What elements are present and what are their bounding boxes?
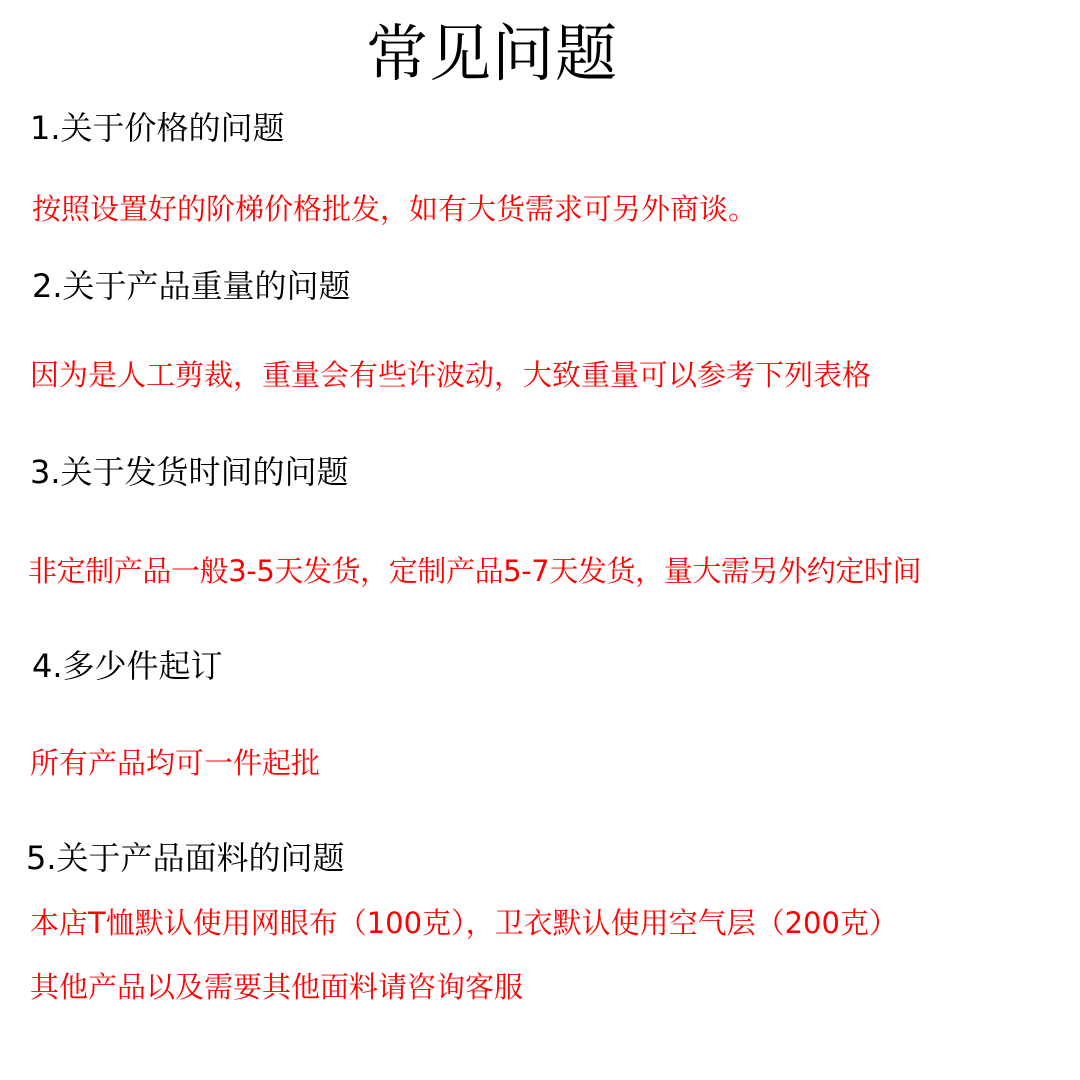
faq-answer-fabric-line-1: 本店T恤默认使用网眼布（100克），卫衣默认使用空气层（200克） xyxy=(30,906,898,940)
page-title: 常见问题 xyxy=(366,17,619,90)
faq-answer-weight: 因为是人工剪裁，重量会有些许波动，大致重量可以参考下列表格 xyxy=(30,358,872,392)
faq-question-price: 1.关于价格的问题 xyxy=(30,109,285,147)
faq-question-shipping: 3.关于发货时间的问题 xyxy=(30,453,349,491)
faq-question-weight: 2.关于产品重量的问题 xyxy=(32,267,351,305)
faq-answer-shipping: 非定制产品一般3-5天发货，定制产品5-7天发货，量大需另外约定时间 xyxy=(28,554,922,588)
faq-question-fabric: 5.关于产品面料的问题 xyxy=(26,839,345,877)
faq-answer-price: 按照设置好的阶梯价格批发，如有大货需求可另外商谈。 xyxy=(32,192,758,226)
faq-answer-minimum-order: 所有产品均可一件起批 xyxy=(30,746,321,780)
faq-question-minimum-order: 4.多少件起订 xyxy=(32,647,223,685)
faq-answer-fabric-line-2: 其他产品以及需要其他面料请咨询客服 xyxy=(30,970,524,1004)
